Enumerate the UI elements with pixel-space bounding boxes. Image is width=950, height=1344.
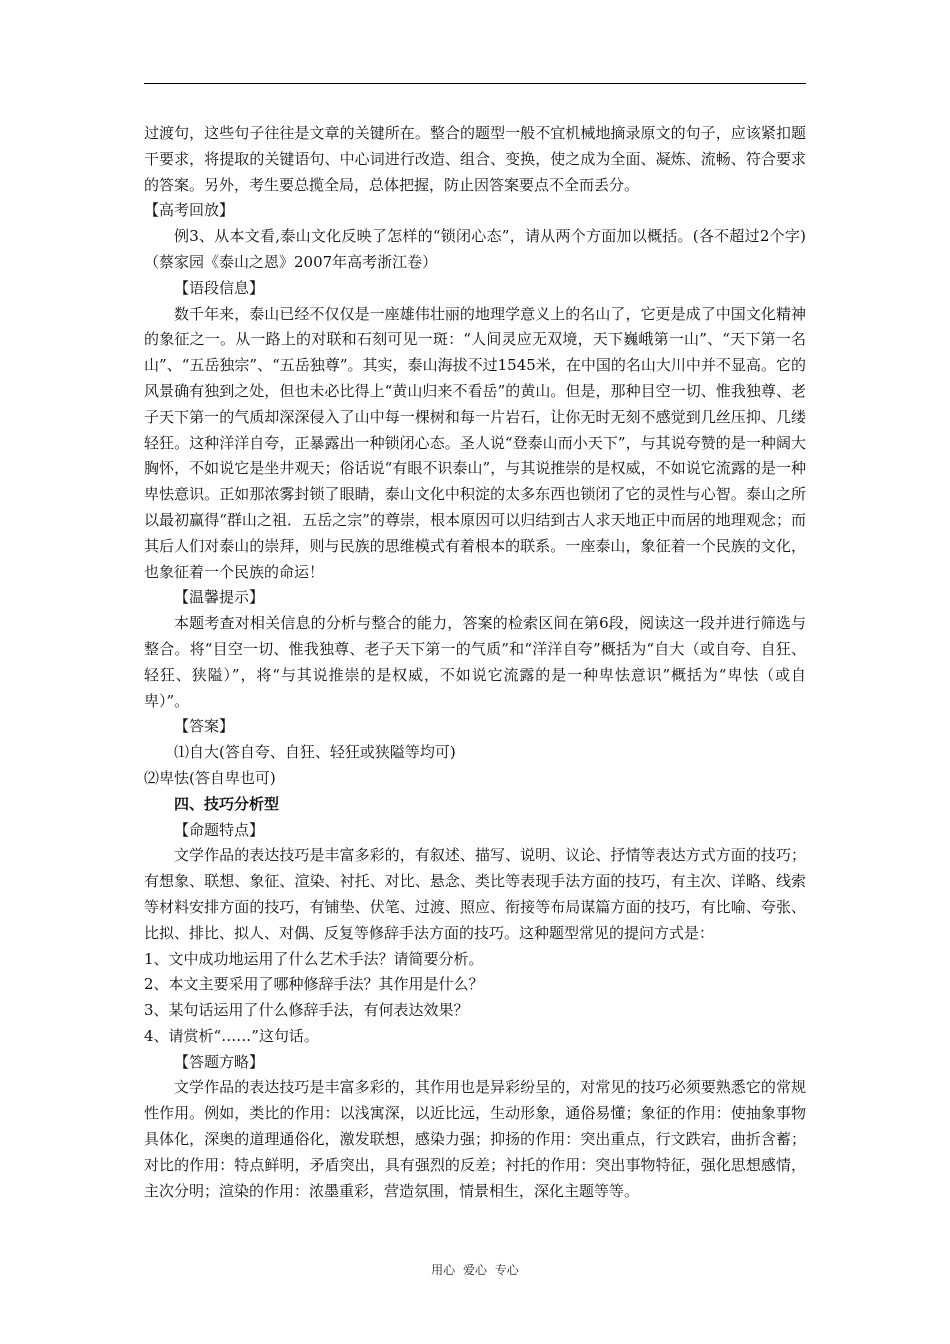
intro-paragraph: 过渡句，这些句子往往是文章的关键所在。整合的题型一般不宜机械地摘录原文的句子，应该紧扣题干要求，将提取的关键语句、中心词进行改造、组合、变换，使之成为全面、凝炼、流畅、符合要求的答案。另外，考生要总揽全局，总体把握，防止因答案要点不全而丢分。	[144, 124, 806, 194]
answer-item-2: ⑵卑怯(答自卑也可)	[144, 768, 276, 787]
question-item-2: 2、本文主要采用了哪种修辞手法？其作用是什么？	[144, 975, 484, 994]
question-item-4: 4、请赏析“……”这句话。	[144, 1026, 319, 1045]
strategy-paragraph: 文学作品的表达技巧是丰富多彩的，其作用也是异彩纷呈的，对常见的技巧必须要熟悉它的常规性作用。例如，类比的作用：以浅寓深，以近比远，生动形象，通俗易懂；象征的作用：使抽象事物具体化，深奥的道理通俗化，激发联想，感染力强；抑扬的作用：突出重点，行文跌宕，曲折含蓄；对比的作用：特点鲜明，矛盾突出，具有强烈的反差；衬托的作用：突出事物特征，强化思想感情，主次分明；渲染的作用：浓墨重彩，营造氛围，情景相生，深化主题等等。	[144, 1078, 806, 1200]
passage-paragraph: 数千年来，泰山已经不仅仅是一座雄伟壮丽的地理学意义上的名山了，它更是成了中国文化精神的象征之一。从一路上的对联和石刻可见一斑：“人间灵应无双境，天下巍峨第一山”、“天下第一名山”、“五岳独宗”、“五岳独尊”。其实，泰山海拔不过1545米，在中国的名山大川中并不显高。它的风景确有独到之处，但也未必比得上“黄山归来不看岳”的黄山。但是，那种目空一切、惟我独尊、老子天下第一的气质却深深侵入了山中每一棵树和每一片岩石，让你无时无刻不感觉到几丝压抑、几缕轻狂。这种洋洋自夸，正暴露出一种锁闭心态。圣人说“登泰山而小天下”，与其说夸赞的是一种阔大胸怀，不如说它是坐井观天；俗话说“有眼不识泰山”，与其说推崇的是权威，不如说它流露的是一种卑怯意识。正如那浓雾封锁了眼睛，泰山文化中积淀的太多东西也锁闭了它的灵性与心智。泰山之所以最初赢得“群山之祖．五岳之宗”的尊崇，根本原因可以归结到古人求天地正中而居的地理观念；而其后人们对泰山的崇拜，则与民族的思维模式有着根本的联系。一座泰山，象征着一个民族的文化，也象征着一个民族的命运！	[144, 304, 806, 581]
feature-paragraph: 文学作品的表达技巧是丰富多彩的，有叙述、描写、说明、议论、抒情等表达方式方面的技巧；有想象、联想、象征、渲染、衬托、对比、悬念、类比等表现手法方面的技巧，有主次、详略、线索等材料安排方面的技巧，有铺垫、伏笔、过渡、照应、衔接等布局谋篇方面的技巧，有比喻、夸张、比拟、排比、拟人、对偶、反复等修辞手法方面的技巧。这种题型常见的提问方式是：	[144, 846, 806, 942]
question-item-3: 3、某句话运用了什么修辞手法，有何表达效果？	[144, 1001, 469, 1020]
document-body	[144, 121, 806, 1204]
page-footer: 用心 爱心 专心	[431, 1263, 519, 1277]
strategy-heading: 【答题方略】	[174, 1052, 265, 1071]
answer-item-1: ⑴自大(答自夸、自狂、轻狂或狭隘等均可)	[174, 743, 456, 762]
info-heading: 【语段信息】	[174, 278, 265, 297]
tip-paragraph: 本题考查对相关信息的分析与整合的能力，答案的检索区间在第6段，阅读这一段并进行筛选与整合。将“目空一切、惟我独尊、老子天下第一的气质”和“洋洋自夸”概括为“自大（或自夸、自狂、轻狂、狭隘）”，将“与其说推崇的是权威，不如说它流露的是一种卑怯意识”概括为“卑怯（或自卑）”。	[144, 614, 806, 710]
example-question: 例3、从本文看,泰山文化反映了怎样的“锁闭心态”，请从两个方面加以概括。(各不超过2个字)（蔡家园《泰山之恩》2007年高考浙江卷）	[144, 227, 806, 271]
header-rule	[144, 83, 806, 84]
section-title: 四、技巧分析型	[174, 794, 280, 813]
feature-heading: 【命题特点】	[174, 820, 265, 839]
review-heading: 【高考回放】	[144, 201, 235, 220]
tip-heading: 【温馨提示】	[174, 588, 265, 607]
question-item-1: 1、文中成功地运用了什么艺术手法？请简要分析。	[144, 949, 484, 968]
answer-heading: 【答案】	[174, 717, 235, 736]
